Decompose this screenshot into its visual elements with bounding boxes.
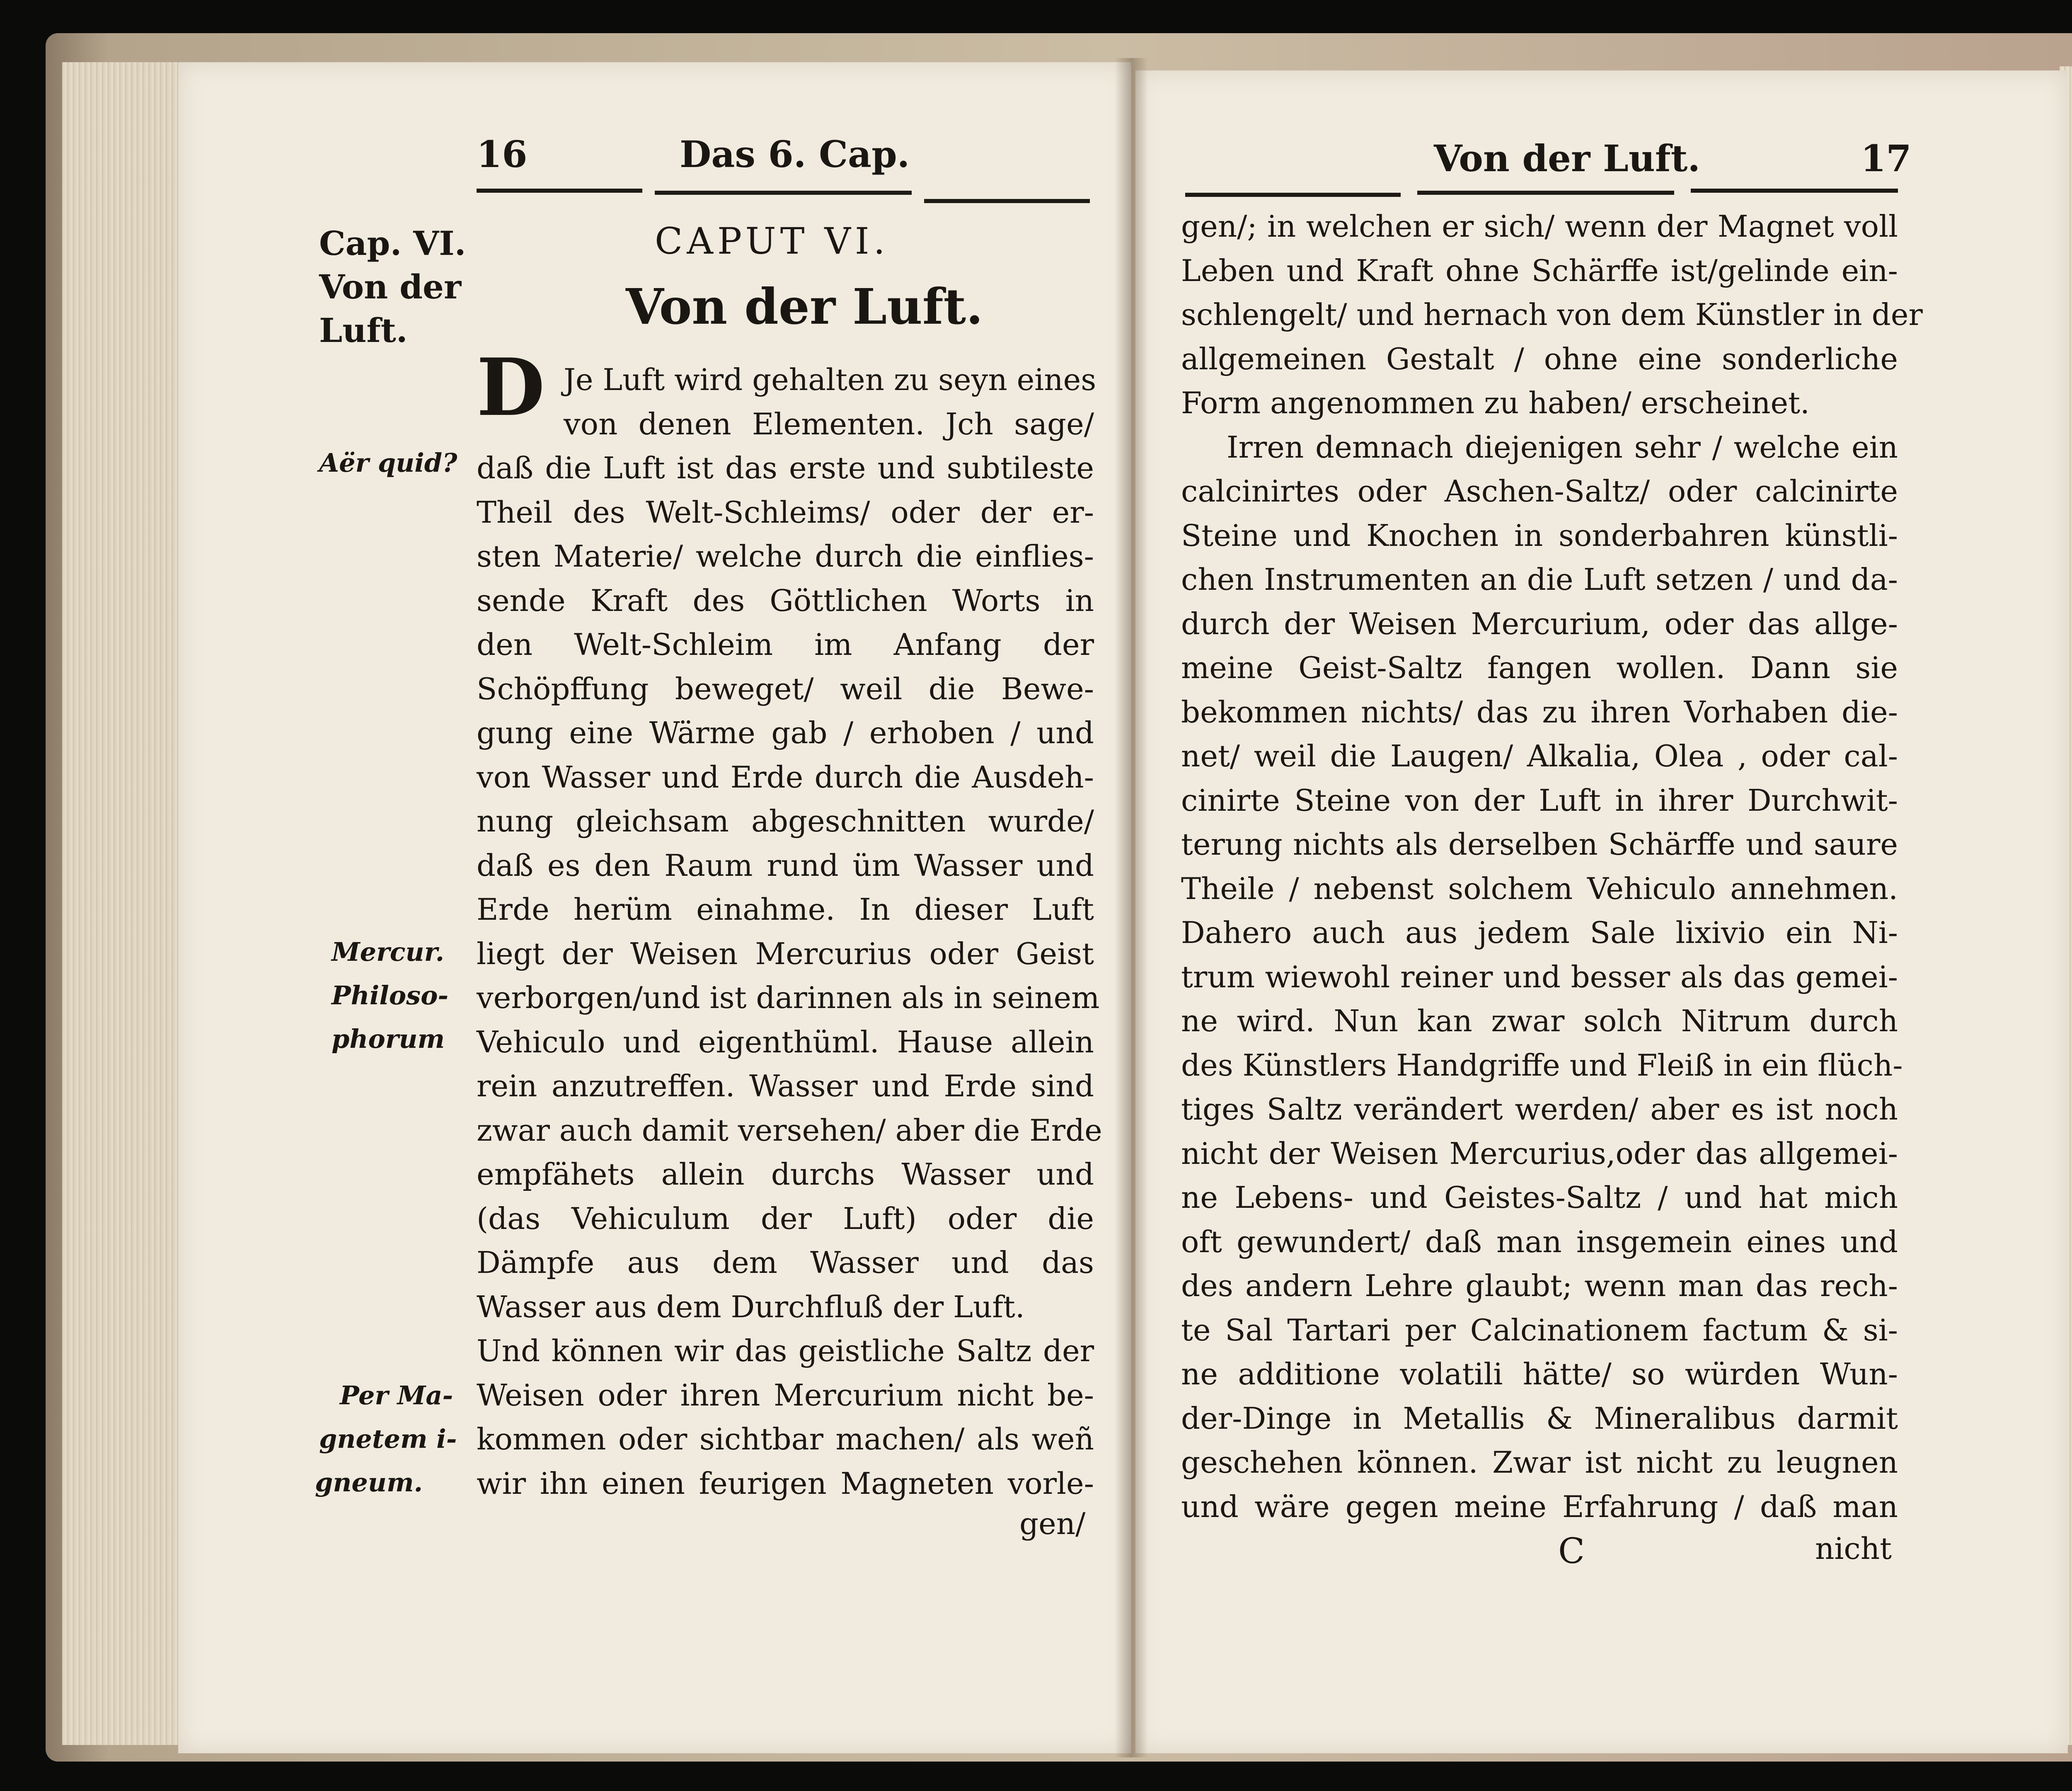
text-line: gung eine Wärme gab / erhoben / und xyxy=(477,715,1094,750)
text-line: durch der Weisen Mercurium, oder das allge- xyxy=(1181,606,1898,641)
right-head-rule-1 xyxy=(1185,193,1401,197)
chapter-title: Von der Luft. xyxy=(626,278,983,335)
text-line: von denen Elementen. Jch sage/ xyxy=(564,406,1094,441)
text-line: Dämpfe aus dem Wasser und das xyxy=(477,1245,1094,1280)
margin-note-aer: Aër quid? xyxy=(319,448,457,478)
text-line: schlengelt/ und hernach von dem Künstler in der xyxy=(1181,297,1923,332)
text-line: Erde herüm einahme. In dieser Luft xyxy=(477,892,1094,927)
text-line: Theil des Welt-Schleims/ oder der er- xyxy=(477,494,1094,530)
margin-chapter-2: Von der xyxy=(319,267,462,306)
left-head-rule-2 xyxy=(655,191,912,195)
text-line: Theile / nebenst solchem Vehiculo annehmen. xyxy=(1181,871,1898,906)
right-head-rule-3 xyxy=(1691,189,1898,193)
right-catchword: nicht xyxy=(1815,1531,1892,1566)
text-line: tiges Saltz verändert werden/ aber es ist noch xyxy=(1181,1092,1898,1127)
text-line: trum wiewohl reiner und besser als das gemei- xyxy=(1181,959,1898,994)
text-line: daß es den Raum rund üm Wasser und xyxy=(477,848,1094,883)
text-line: der-Dinge in Metallis & Mineralibus darmit xyxy=(1181,1401,1898,1436)
text-line: bekommen nichts/ das zu ihren Vorhaben die- xyxy=(1181,694,1898,729)
text-line: kommen oder sichtbar machen/ als weñ xyxy=(477,1422,1094,1457)
right-running-head: Von der Luft. xyxy=(1434,137,1701,180)
text-line: nung gleichsam abgeschnitten wurde/ xyxy=(477,804,1094,839)
left-catchword: gen/ xyxy=(1019,1506,1086,1541)
text-line: daß die Luft ist das erste und subtileste xyxy=(477,451,1094,485)
text-line: nicht der Weisen Mercurius,oder das allgemei- xyxy=(1181,1136,1898,1171)
text-line: cinirte Steine von der Luft in ihrer Durchwit- xyxy=(1181,783,1898,818)
text-line: meine Geist-Saltz fangen wollen. Dann sie xyxy=(1181,650,1898,685)
left-page-number: 16 xyxy=(477,133,528,176)
book-gutter xyxy=(1115,58,1148,1757)
text-line: zwar auch damit versehen/ aber die Erde xyxy=(477,1112,1102,1148)
margin-note-per-2: gnetem i- xyxy=(319,1424,457,1454)
text-line: sten Materie/ welche durch die einflies- xyxy=(477,539,1094,574)
left-head-rule-1 xyxy=(477,189,642,193)
page-edges-left xyxy=(62,62,186,1745)
text-line: liegt der Weisen Mercurius oder Geist xyxy=(477,936,1094,971)
text-line: (das Vehiculum der Luft) oder die xyxy=(477,1201,1094,1236)
text-line: des andern Lehre glaubt; wenn man das rech- xyxy=(1181,1268,1898,1303)
text-line: den Welt-Schleim im Anfang der xyxy=(477,627,1094,662)
text-line: ne wird. Nun kan zwar solch Nitrum durch xyxy=(1181,1003,1898,1038)
margin-note-per-3: gneum. xyxy=(315,1467,423,1498)
right-page-number: 17 xyxy=(1861,137,1912,180)
text-line: wir ihn einen feurigen Magneten vorle- xyxy=(477,1466,1094,1501)
right-signature: C xyxy=(1558,1531,1585,1571)
text-line: Schöpffung beweget/ weil die Bewe- xyxy=(477,671,1094,706)
text-line: verborgen/und ist darinnen als in seinem xyxy=(477,980,1100,1015)
text-line: des Künstlers Handgriffe und Fleiß in ein flüch- xyxy=(1181,1047,1903,1083)
text-line: Irren demnach diejenigen sehr / welche ein xyxy=(1227,429,1898,465)
margin-note-per-1: Per Ma- xyxy=(340,1380,453,1411)
text-line: ne Lebens- und Geistes-Saltz / und hat mich xyxy=(1181,1180,1898,1215)
text-line: Leben und Kraft ohne Schärffe ist/gelinde ein- xyxy=(1181,253,1898,288)
margin-note-mercur-1: Mercur. xyxy=(332,937,445,967)
text-line: von Wasser und Erde durch die Ausdeh- xyxy=(477,759,1094,795)
text-line: sende Kraft des Göttlichen Worts in xyxy=(477,583,1094,618)
text-line: allgemeinen Gestalt / ohne eine sonderliche xyxy=(1181,341,1898,376)
text-line: oft gewundert/ daß man insgemein eines und xyxy=(1181,1224,1898,1259)
chapter-heading: CAPUT VI. xyxy=(655,220,889,262)
text-line: rein anzutreffen. Wasser und Erde sind xyxy=(477,1069,1094,1103)
drop-cap: D xyxy=(477,341,545,434)
text-line: und wäre gegen meine Erfahrung / daß man xyxy=(1181,1489,1898,1524)
text-line: empfähets allein durchs Wasser und xyxy=(477,1157,1094,1192)
margin-note-mercur-2: Philoso- xyxy=(332,980,449,1011)
margin-note-mercur-3: phorum xyxy=(332,1024,445,1054)
text-line: Und können wir das geistliche Saltz der xyxy=(477,1333,1094,1368)
text-line: Form angenommen zu haben/ erscheinet. xyxy=(1181,385,1810,420)
margin-chapter-3: Luft. xyxy=(319,311,408,350)
left-running-head: Das 6. Cap. xyxy=(680,133,910,176)
text-line: calcinirtes oder Aschen-Saltz/ oder calcinirte xyxy=(1181,474,1898,509)
text-line: terung nichts als derselben Schärffe und saure xyxy=(1181,827,1898,862)
right-head-rule-2 xyxy=(1417,191,1674,195)
text-line: geschehen können. Zwar ist nicht zu leugnen xyxy=(1181,1445,1898,1480)
left-head-rule-3 xyxy=(924,199,1090,203)
text-line: ne additione volatili hätte/ so würden Wun- xyxy=(1181,1357,1898,1391)
text-line: te Sal Tartari per Calcinationem factum & si- xyxy=(1181,1312,1898,1347)
text-line: net/ weil die Laugen/ Alkalia, Olea , oder cal- xyxy=(1181,739,1898,773)
text-line: Steine und Knochen in sonderbahren künstli- xyxy=(1181,518,1898,553)
text-line: chen Instrumenten an die Luft setzen / und da- xyxy=(1181,562,1898,597)
margin-chapter-1: Cap. VI. xyxy=(319,224,466,263)
text-line: Je Luft wird gehalten zu seyn eines xyxy=(564,362,1097,397)
text-line: Vehiculo und eigenthüml. Hause allein xyxy=(477,1024,1094,1059)
text-line: Dahero auch aus jedem Sale lixivio ein Ni- xyxy=(1181,915,1898,950)
text-line: gen/; in welchen er sich/ wenn der Magnet voll xyxy=(1181,209,1898,244)
text-line: Wasser aus dem Durchfluß der Luft. xyxy=(477,1289,1025,1324)
text-line: Weisen oder ihren Mercurium nicht be- xyxy=(477,1377,1094,1413)
